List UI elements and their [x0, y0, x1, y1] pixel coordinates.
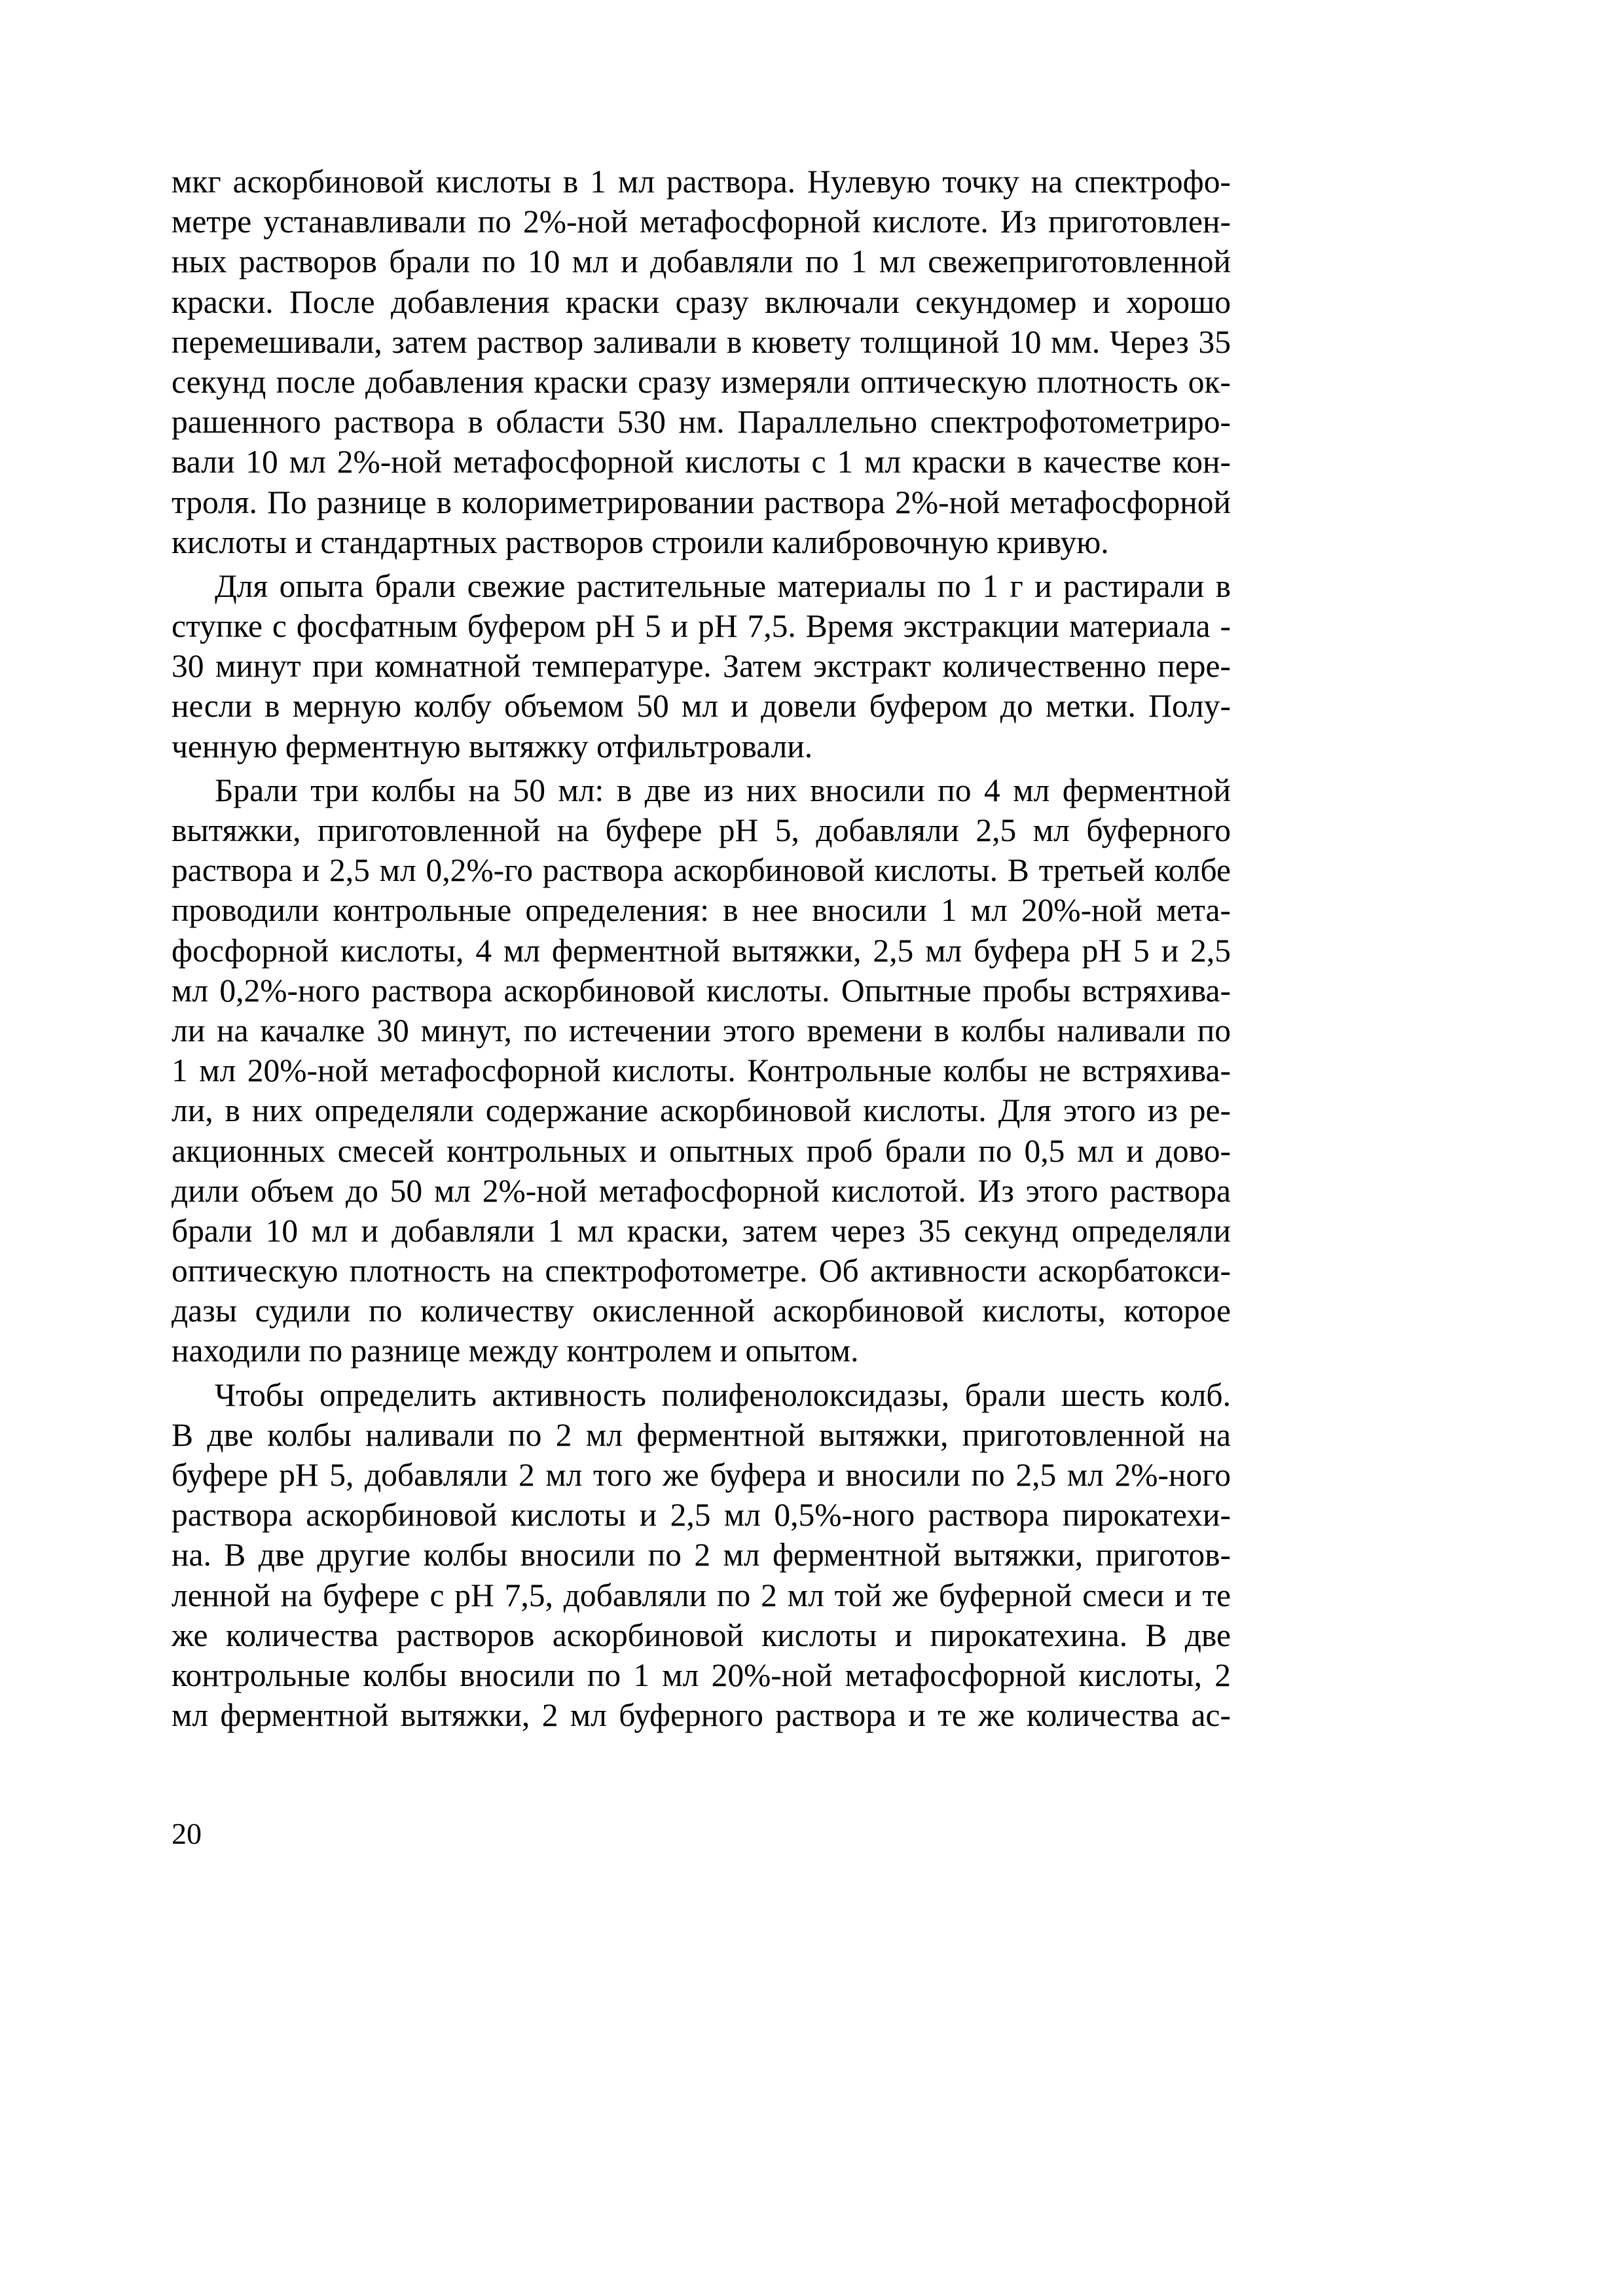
text-line: раствора аскорбиновой кислоты и 2,5 мл 0,5%-ного раствора пирокатехи- — [172, 1497, 1231, 1534]
text-line: Брали три колбы на 50 мл: в две из них вносили по 4 мл ферментной — [215, 772, 1231, 808]
text-line: мкг аскорбиновой кислоты в 1 мл раствора. Нулевую точку на спектрофо- — [172, 164, 1231, 200]
text-line: 1 мл 20%-ной метафосфорной кислоты. Контрольные колбы не встряхива- — [172, 1052, 1231, 1089]
text-line: раствора и 2,5 мл 0,2%-го раствора аскорбиновой кислоты. В третьей колбе — [172, 852, 1231, 889]
text-line: проводили контрольные определения: в нее вносили 1 мл 20%-ной мета- — [172, 892, 1231, 929]
text-line: находили по разнице между контролем и опытом. — [172, 1333, 859, 1369]
text-line: ченную ферментную вытяжку отфильтровали. — [172, 728, 813, 764]
page-number: 20 — [172, 1817, 202, 1850]
paragraph-2 — [172, 566, 1231, 766]
text-line: перемешивали, затем раствор заливали в кювету толщиной 10 мм. Через 35 — [172, 323, 1231, 360]
text-line: секунд после добавления краски сразу измеряли оптическую плотность ок- — [172, 363, 1231, 400]
text-line: дили объем до 50 мл 2%-ной метафосфорной кислотой. Из этого раствора — [172, 1172, 1231, 1209]
text-line: Чтобы определить активность полифенолоксидазы, брали шесть колб. — [215, 1376, 1231, 1413]
text-line: акционных смесей контрольных и опытных проб брали по 0,5 мл и дово- — [172, 1132, 1231, 1169]
body-text — [172, 162, 1231, 1735]
text-line: контрольные колбы вносили по 1 мл 20%-ной метафосфорной кислоты, 2 — [172, 1657, 1231, 1693]
paragraph-3 — [172, 770, 1231, 1371]
text-line: оптическую плотность на спектрофотометре. Об активности аскорбатокси- — [172, 1253, 1231, 1289]
text-line: же количества растворов аскорбиновой кислоты и пирокатехина. В две — [172, 1617, 1231, 1653]
paragraph-1 — [172, 162, 1231, 562]
text-line: В две колбы наливали по 2 мл ферментной вытяжки, приготовленной на — [172, 1416, 1231, 1453]
text-line: мл 0,2%-ного раствора аскорбиновой кислоты. Опытные пробы встряхива- — [172, 972, 1231, 1009]
text-line: метре устанавливали по 2%-ной метафосфорной кислоте. Из приготовлен- — [172, 204, 1231, 240]
text-line: ных растворов брали по 10 мл и добавляли по 1 мл свежеприготовленной — [172, 243, 1231, 280]
text-line: вали 10 мл 2%-ной метафосфорной кислоты с 1 мл краски в качестве кон- — [172, 444, 1231, 480]
text-line: ступке с фосфатным буфером рН 5 и рН 7,5. Время экстракции материала - — [172, 608, 1231, 645]
text-line: кислоты и стандартных растворов строили калибровочную кривую. — [172, 524, 1109, 560]
text-line: 30 минут при комнатной температуре. Затем экстракт количественно пере- — [172, 648, 1231, 685]
text-line: дазы судили по количеству окисленной аскорбиновой кислоты, которое — [172, 1293, 1231, 1329]
text-line: буфере рН 5, добавляли 2 мл того же буфера и вносили по 2,5 мл 2%-ного — [172, 1457, 1231, 1493]
text-line: мл ферментной вытяжки, 2 мл буферного раствора и те же количества ас- — [172, 1697, 1231, 1734]
text-line: троля. По разнице в колориметрировании раствора 2%-ной метафосфорной — [172, 484, 1231, 520]
text-line: ли, в них определяли содержание аскорбиновой кислоты. Для этого из ре- — [172, 1092, 1231, 1129]
text-line: несли в мерную колбу объемом 50 мл и довели буфером до метки. Полу- — [172, 688, 1231, 725]
text-line: рашенного раствора в области 530 нм. Параллельно спектрофотометриро- — [172, 404, 1231, 440]
text-line: на. В две другие колбы вносили по 2 мл ферментной вытяжки, приготов- — [172, 1537, 1231, 1573]
text-line: краски. После добавления краски сразу включали секундомер и хорошо — [172, 283, 1231, 320]
text-line: ленной на буфере с рН 7,5, добавляли по 2 мл той же буферной смеси и те — [172, 1577, 1231, 1613]
paragraph-4 — [172, 1375, 1231, 1736]
text-line: брали 10 мл и добавляли 1 мл краски, затем через 35 секунд определяли — [172, 1212, 1231, 1249]
text-line: вытяжки, приготовленной на буфере рН 5, добавляли 2,5 мл буферного — [172, 812, 1231, 848]
text-line: фосфорной кислоты, 4 мл ферментной вытяжки, 2,5 мл буфера рН 5 и 2,5 — [172, 932, 1231, 969]
text-line: Для опыта брали свежие растительные материалы по 1 г и растирали в — [215, 567, 1231, 604]
text-line: ли на качалке 30 минут, по истечении этого времени в колбы наливали по — [172, 1012, 1231, 1049]
